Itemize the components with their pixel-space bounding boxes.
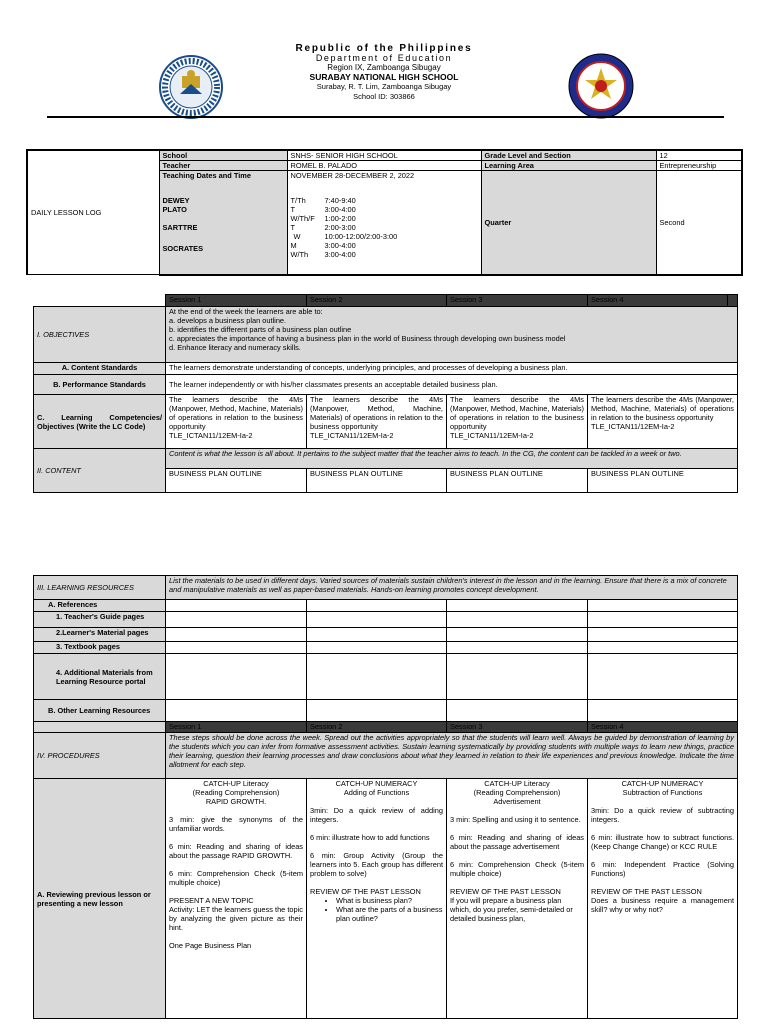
activity-step: 6 min: Comprehension Check (5-item multiple choice) [169,869,303,887]
empty-cell [447,628,588,642]
schedule-row [291,241,478,250]
activity-heading: PRESENT A NEW TOPIC [169,896,254,905]
objective-item: d. Enhance literacy and numeracy skills. [169,343,301,352]
activity-heading: REVIEW OF THE PAST LESSON [310,887,421,896]
other-resources-text: B. Other Learning Resources [48,706,151,715]
schedule-row [291,196,478,205]
schedule-day: W/Th/F [290,214,315,223]
school-id: School ID: 303866 [353,91,415,101]
dates-value: NOVEMBER 28-DECEMBER 2, 2022 [290,171,415,180]
objectives-text [166,307,738,363]
empty-cell [166,700,307,722]
learners-material-label [34,628,166,642]
objectives-label: I. OBJECTIVES [34,307,166,363]
activity-step: 3 min: Spelling and using it to sentence. [450,815,581,824]
review-questions [310,896,443,923]
school-name: SURABAY NATIONAL HIGH SCHOOL [309,71,459,82]
session4-activities [588,779,738,1019]
activity-heading: REVIEW OF THE PAST LESSON [591,887,702,896]
competency-text: The learners describe the 4Ms (Manpower, Method, Machine, Materials) of operations in relation to the business opportunity [169,395,303,431]
session-header: Session 1 [166,722,307,733]
header-divider [47,116,724,118]
activity-title: RAPID GROWTH. [205,797,267,806]
schedule-time: 2:00-3:00 [324,223,356,232]
learners-material-text: 2.Learner's Material pages [56,628,149,637]
objective-item: a. develops a business plan outline. [169,316,287,325]
quarter-label: Quarter [481,171,656,275]
grade-value: 12 [656,150,742,161]
dates-label: Teaching Dates and Time [162,171,251,180]
activity-step: 6 min: illustrate how to add functions [310,833,430,842]
session1-activities [166,779,307,1019]
empty-cell [307,654,447,700]
empty-cell [588,600,738,612]
session3-activities [447,779,588,1019]
session-header: Session 4 [588,722,738,733]
region-line: Region IX, Zamboanga Sibugay [327,63,441,73]
content-note: Content is what the lesson is all about. It pertains to the subject matter that the teacher aims to teach. In the CG, the content can be tackled in a week or two. [166,449,738,469]
empty-cell [166,654,307,700]
competency-text: The learners describe the 4Ms (Manpower, Method, Machine, Materials) of operations in relation to the business opportunity [450,395,584,431]
quarter-value: Second [656,171,742,275]
empty-cell [588,628,738,642]
empty-cell [588,700,738,722]
additional-materials-label [34,654,166,700]
activity-step: Does a business require a management skill? why or why not? [591,896,734,914]
performance-standards-label: B. Performance Standards [34,375,166,395]
school-address: Surabay, R. T. Lim, Zamboanga Sibugay [316,82,452,92]
competency-text: The learners describe the 4Ms (Manpower, Method, Machine, Materials) of operations in relation to the business opportunity [591,395,734,422]
competencies-label: C. Learning Competencies/ Objectives (Write the LC Code) [34,395,166,449]
procedures-label: IV. PROCEDURES [34,733,166,779]
activity-step: 3 min: give the synonyms of the unfamiliar words. [169,815,303,833]
empty-cell [307,628,447,642]
sections-names [159,171,287,275]
schedule-day: M [290,241,297,250]
school-label: School [159,150,287,161]
activity-title: Advertisement [493,797,541,806]
additional-materials-text: 4. Additional Materials from Learning Resource portal [56,667,153,686]
schedule-time: 7:40-9:40 [324,196,356,205]
teachers-guide-text: 1. Teacher's Guide pages [56,612,145,621]
objectives-intro: At the end of the week the learners are able to: [169,307,323,316]
area-value: Entrepreneurship [656,161,742,171]
content-label: II. CONTENT [34,449,166,493]
session-header-end [728,295,738,307]
empty-cell [588,642,738,654]
lc-code: TLE_ICTAN11/12EM-Ia-2 [450,431,534,440]
schedule-row [291,232,478,241]
empty-cell [588,612,738,628]
activity-step: 6 min: Comprehension Check (5-item multiple choice) [450,860,584,878]
empty-cell [166,600,307,612]
department-line: Department of Education [315,52,453,63]
session-header: Session 3 [447,295,588,307]
teacher-value: ROMEL B. PALADO [287,161,481,171]
competency-cell [166,395,307,449]
section-name: DEWEY [162,196,190,205]
activity-step: 6 min: illustrate how to subtract functions. (Keep Change Change) or KCC RULE [591,833,734,851]
empty-cell [588,654,738,700]
empty-cell [447,612,588,628]
schedule-row [291,205,478,214]
document-header [0,44,768,102]
textbook-text: 3. Textbook pages [56,642,120,651]
lc-code: TLE_ICTAN11/12EM-Ia-2 [310,431,394,440]
activity-step: One Page Business Plan [169,941,252,950]
competency-cell [447,395,588,449]
resources-note: List the materials to be used in different days. Varied sources of materials sustain children's interest in the lesson and in the learning. Ensure that there is a mix of concrete and manipulative materials as well as paper-based materials. Hands-on learning promotes concept development. [166,576,738,600]
schedule-time: 3:00-4:00 [324,205,356,214]
other-resources-label [34,700,166,722]
activity-title: (Reading Comprehension) [473,788,561,797]
empty-cell [447,654,588,700]
activity-step: 6 min: Group Activity (Group the learners into 5. Each group has different problem to solve) [310,851,443,878]
empty-cell [166,642,307,654]
schedule-row [291,223,478,232]
activity-title: CATCH-UP NUMERACY [621,779,704,788]
objectives-table [33,294,738,493]
section-name: SOCRATES [162,244,204,253]
resources-procedures-table [33,575,738,1019]
empty-cell [166,612,307,628]
republic-line: Republic of the Philippines [295,43,473,54]
blank-cell [34,722,166,733]
schedule-day: W [293,232,301,241]
activity-step: If you will prepare a business plan which, do you prefer, semi-detailed or detailed business plan, [450,896,573,923]
schedule-day: T [290,205,296,214]
schedule-day: W/Th [290,250,309,259]
content-topic: BUSINESS PLAN OUTLINE [166,469,307,493]
empty-cell [447,700,588,722]
schedule-day: T [290,223,296,232]
performance-standards-text: The learner independently or with his/her classmates presents an acceptable detailed business plan. [166,375,738,395]
session-header: Session 1 [166,295,307,307]
competency-cell [307,395,447,449]
schedule-time: 3:00-4:00 [324,250,356,259]
activity-step: 6 min: Reading and sharing of ideas about the passage advertisement [450,833,584,851]
activity-step: 3min: Do a quick review of adding integers. [310,806,443,824]
schedule-cell [287,171,481,275]
schedule-time: 10:00-12:00/2:00-3:00 [324,232,398,241]
session-header: Session 2 [307,295,447,307]
area-label: Learning Area [481,161,656,171]
activity-heading: REVIEW OF THE PAST LESSON [450,887,561,896]
grade-label: Grade Level and Section [481,150,656,161]
activity-title: (Reading Comprehension) [192,788,280,797]
procedures-note: These steps should be done across the week. Spread out the activities appropriately so that the students will learn well. Always be guided by demonstration of learning by the students which you can infer from formative assessment activities. Sustain learning systematically by providing students with multiple ways to learn new things, practice their learning, question their learning processes and draw conclusions about what they learned in relation to their life experiences and previous knowledge. Indicate the time allotment for each step. [166,733,738,779]
session2-activities [307,779,447,1019]
info-table [26,149,743,276]
lc-code: TLE_ICTAN11/12EM-Ia-2 [591,422,675,431]
reviewing-label: A. Reviewing previous lesson or presenting a new lesson [34,779,166,1019]
content-standards-label: A. Content Standards [34,363,166,375]
activity-title: CATCH-UP Literacy [484,779,550,788]
activity-title: CATCH-UP Literacy [203,779,269,788]
session-header: Session 2 [307,722,447,733]
competency-text: The learners describe the 4Ms (Manpower, Method, Machine, Materials) of operations in relation to the business opportunity [310,395,443,431]
review-question: • What is business plan? [336,896,443,905]
blank-cell [34,295,166,307]
activity-step: 6 min: Reading and sharing of ideas about the passage RAPID GROWTH. [169,842,303,860]
activity-title: Adding of Functions [343,788,410,797]
activity-title: CATCH-UP NUMERACY [335,779,418,788]
section-name: SARTTRE [162,223,198,232]
lc-code: TLE_ICTAN11/12EM-Ia-2 [169,431,253,440]
references-text: A. References [48,600,98,609]
content-topic: BUSINESS PLAN OUTLINE [307,469,447,493]
activity-step: Activity: LET the learners guess the topic by analyzing the given picture as their hint. [169,905,303,932]
dll-label: DAILY LESSON LOG [27,150,159,275]
activity-title: Subtraction of Functions [622,788,703,797]
content-topic: BUSINESS PLAN OUTLINE [588,469,738,493]
teacher-label: Teacher [159,161,287,171]
schedule-time: 3:00-4:00 [324,241,356,250]
empty-cell [307,642,447,654]
resources-label: III. LEARNING RESOURCES [34,576,166,600]
empty-cell [447,642,588,654]
activity-step: 3min: Do a quick review of subtracting integers. [591,806,734,824]
objective-item: b. identifies the different parts of a business plan outline [169,325,352,334]
references-label [34,600,166,612]
empty-cell [307,700,447,722]
activity-step: 6 min: Independent Practice (Solving Functions) [591,860,734,878]
objective-item: c. appreciates the importance of having a business plan in the world of Business through developing own business model [169,334,566,343]
schedule-time: 1:00-2:00 [324,214,356,223]
empty-cell [307,600,447,612]
review-question: • What are the parts of a business plan outline? [336,905,443,923]
schedule-row [291,250,478,259]
empty-cell [447,600,588,612]
session-header: Session 4 [588,295,728,307]
content-standards-text: The learners demonstrate understanding of concepts, underlying principles, and processes of developing a business plan. [166,363,738,375]
schedule-row [291,214,478,223]
teachers-guide-label [34,612,166,628]
section-name: PLATO [162,205,187,214]
session-header: Session 3 [447,722,588,733]
schedule-day: T/Th [290,196,306,205]
competency-cell [588,395,738,449]
empty-cell [166,628,307,642]
content-topic: BUSINESS PLAN OUTLINE [447,469,588,493]
empty-cell [307,612,447,628]
school-value: SNHS- SENIOR HIGH SCHOOL [287,150,481,161]
textbook-label [34,642,166,654]
